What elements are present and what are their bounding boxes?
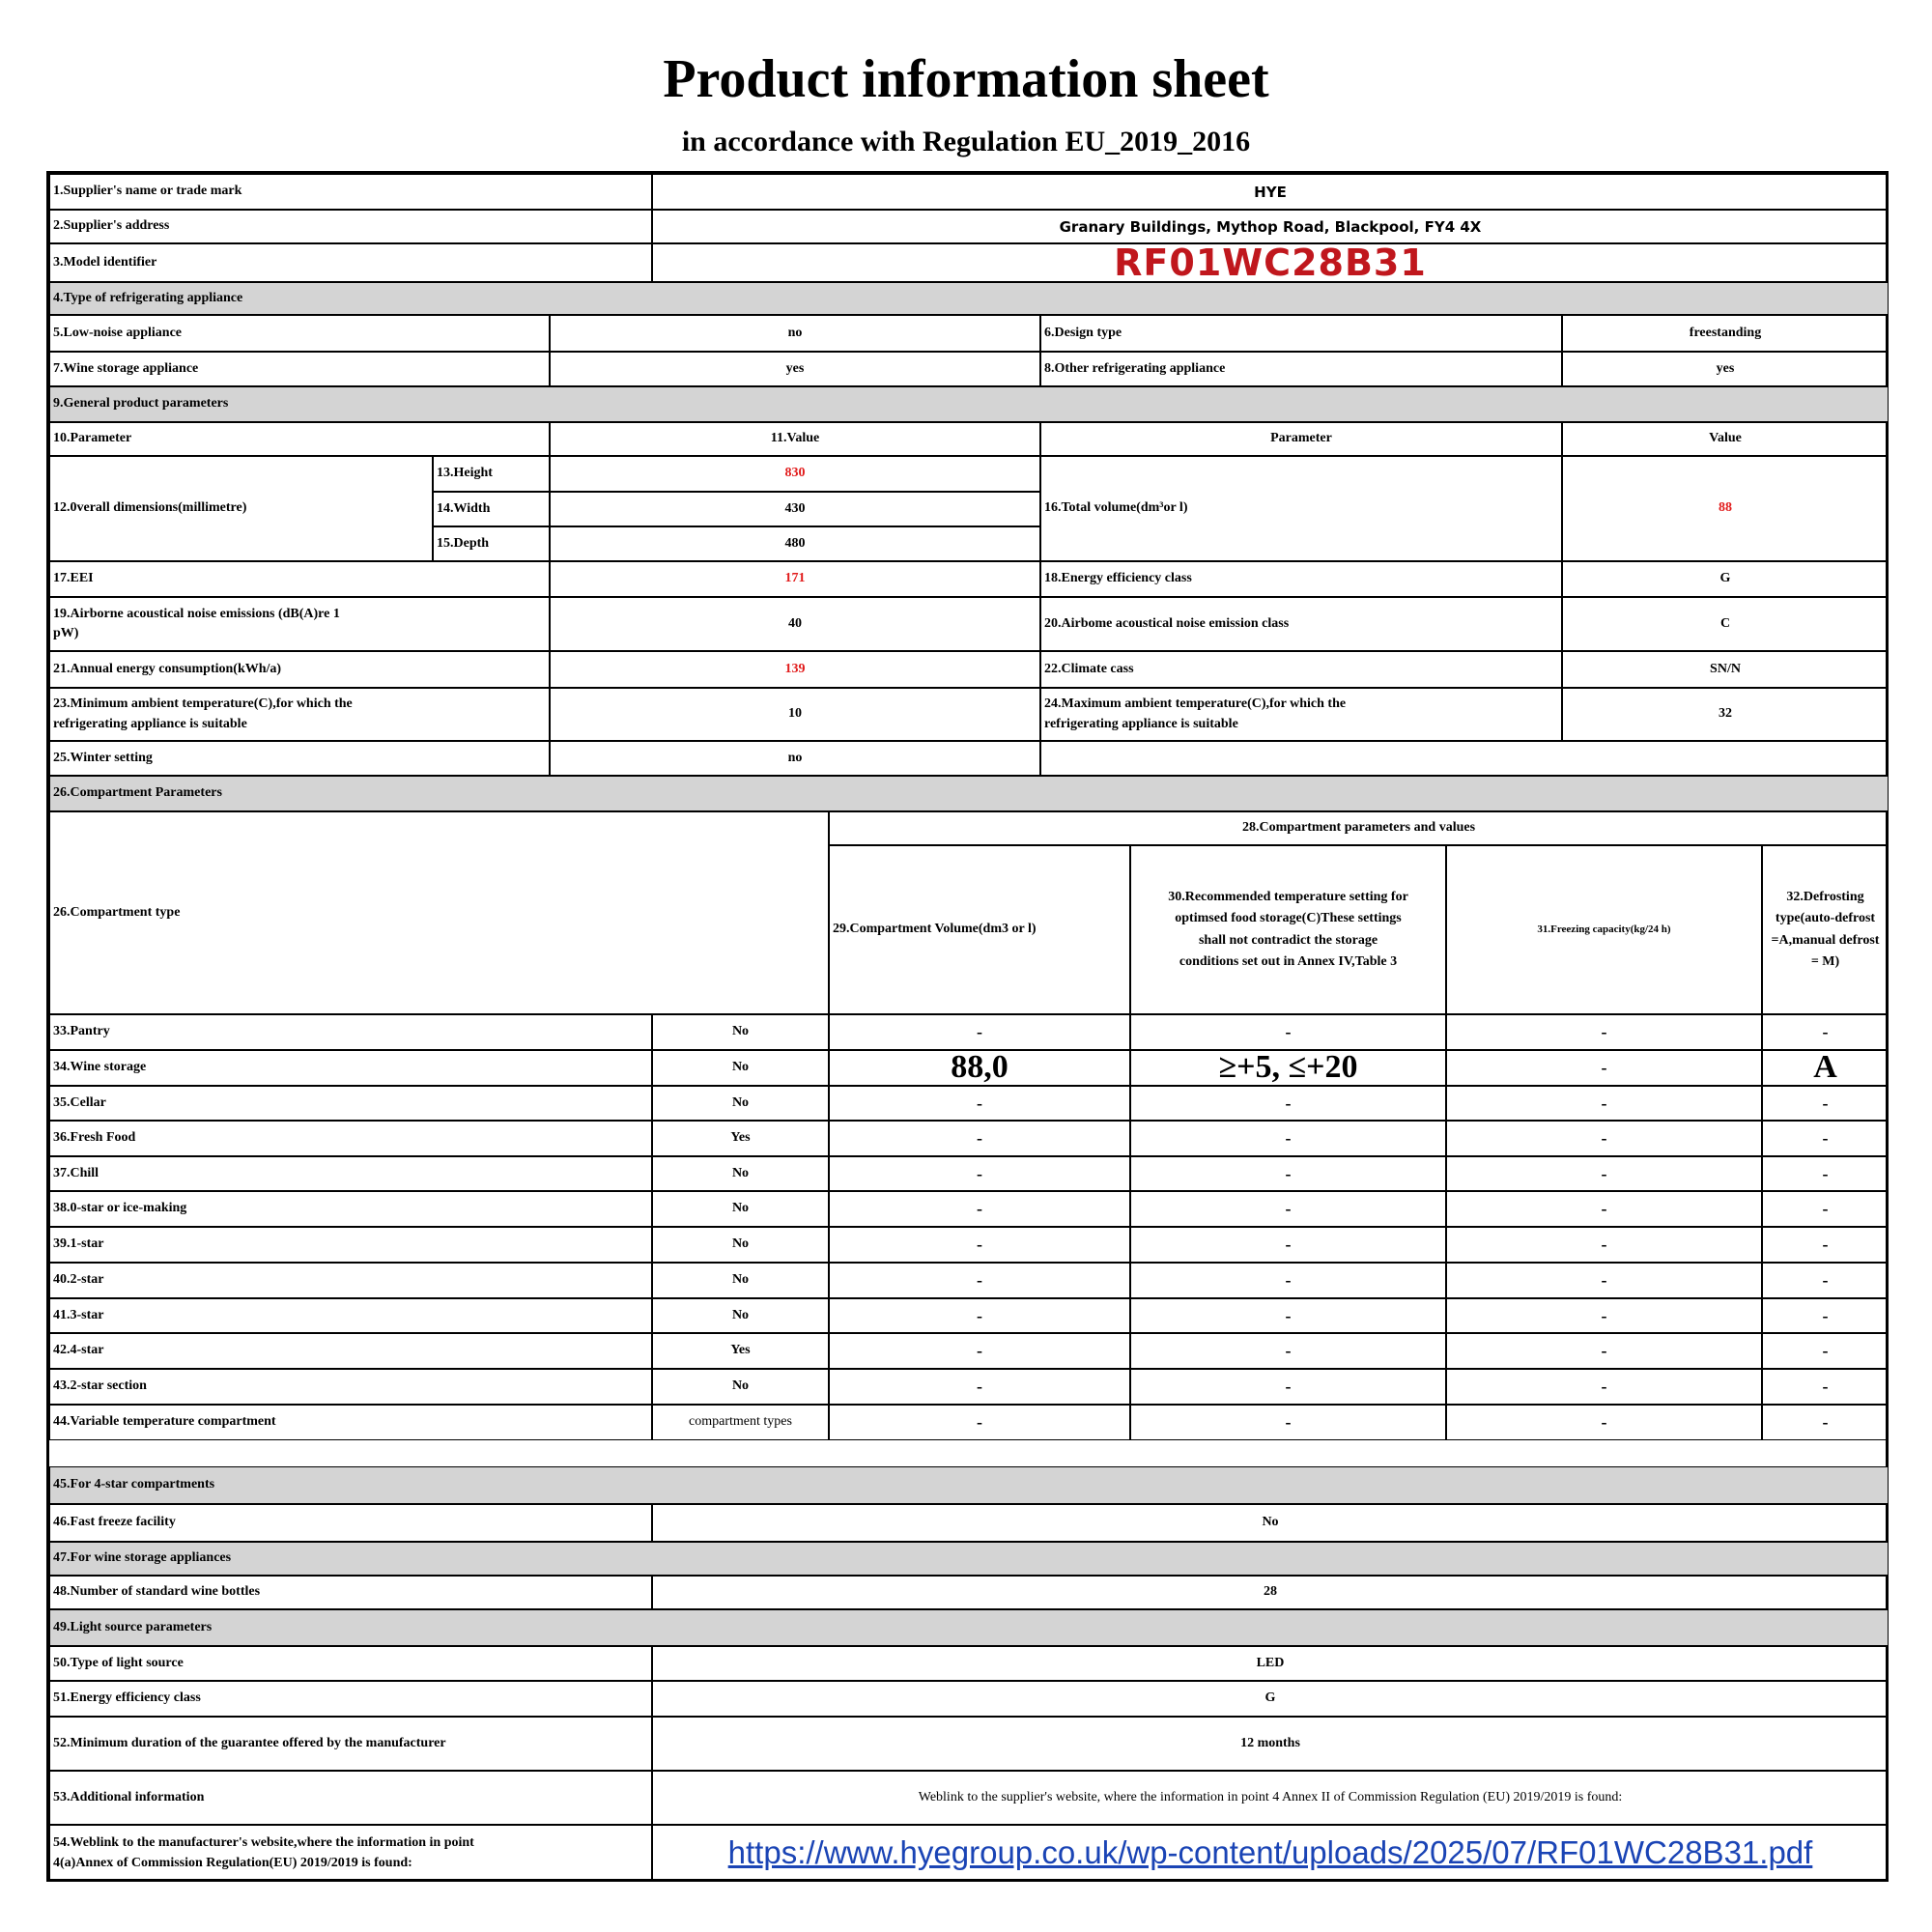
compartment-present: No [652,1014,829,1050]
compartment-name: 38.0-star or ice-making [49,1191,652,1227]
compartment-temp: - [1130,1369,1446,1405]
compartment-temp: - [1130,1298,1446,1333]
eei-value: 171 [550,561,1040,597]
col-temp-text: 30.Recommended temperature setting for optimsed food storage(C)These settings shall not contradict the storage conditions set out in Annex IV,Table 3 [1168,889,1408,969]
col-temp-header [1130,845,1446,1014]
compartment-temp: - [1130,1191,1446,1227]
low-noise-label: 5.Low-noise appliance [49,315,550,352]
additional-info-label: 53.Additional information [49,1771,652,1825]
compartment-present: compartment types [652,1405,829,1440]
wine-storage-value: yes [550,352,1040,386]
compartment-freeze: - [1446,1227,1762,1263]
fast-freeze-label: 46.Fast freeze facility [49,1504,652,1542]
compartment-defrost: - [1762,1014,1889,1050]
winter-setting-label: 25.Winter setting [49,741,550,776]
additional-info-value: Weblink to the supplier's website, where the information in point 4 Annex II of Commission Regulation (EU) 2019/2019 is found: [652,1771,1889,1825]
guarantee-text: 52.Minimum duration of the guarantee offered by the manufacturer [53,1735,446,1750]
compartment-name: 36.Fresh Food [49,1121,652,1156]
compartment-freeze: - [1446,1298,1762,1333]
compartment-volume: - [829,1227,1130,1263]
compartment-name: 40.2-star [49,1263,652,1298]
noise-class-value: C [1562,597,1889,651]
supplier-name-label: 1.Supplier's name or trade mark [49,174,652,210]
compartment-volume: - [829,1086,1130,1121]
compartment-volume: - [829,1263,1130,1298]
compartment-freeze: - [1446,1333,1762,1369]
compartment-temp: - [1130,1014,1446,1050]
wine-storage-label: 7.Wine storage appliance [49,352,550,386]
max-temp-label [1040,688,1562,741]
compartment-temp: - [1130,1333,1446,1369]
supplier-address-label: 2.Supplier's address [49,210,652,243]
compartment-defrost: - [1762,1263,1889,1298]
compartment-volume: - [829,1121,1130,1156]
height-label: 13.Height [433,456,550,492]
compartment-volume: - [829,1191,1130,1227]
compartment-present: No [652,1369,829,1405]
compartment-defrost: - [1762,1191,1889,1227]
overall-dimensions-label: 12.0verall dimensions(millimetre) [49,456,433,561]
compartment-type-header: 26.Compartment type [49,811,829,1014]
section-type-heading: 4.Type of refrigerating appliance [49,282,1889,315]
compartment-defrost: - [1762,1298,1889,1333]
compartment-temp: - [1130,1156,1446,1191]
compartment-defrost: - [1762,1333,1889,1369]
compartment-defrost: - [1762,1369,1889,1405]
compartment-volume: 88,0 [829,1050,1130,1086]
design-type-label: 6.Design type [1040,315,1562,352]
winter-setting-value: no [550,741,1040,776]
guarantee-value: 12 months [652,1717,1889,1771]
noise-emission-text: 19.Airborne acoustical noise emissions (dB(A)re 1 pW) [53,606,340,640]
compartment-temp: - [1130,1405,1446,1440]
noise-class-label: 20.Airbome acoustical noise emission class [1040,597,1562,651]
compartment-freeze: - [1446,1014,1762,1050]
compartment-present: No [652,1086,829,1121]
light-class-value: G [652,1681,1889,1717]
annual-energy-value: 139 [550,651,1040,688]
compartment-defrost: - [1762,1156,1889,1191]
compartment-name: 39.1-star [49,1227,652,1263]
width-label: 14.Width [433,492,550,526]
other-appliance-label: 8.Other refrigerating appliance [1040,352,1562,386]
wine-bottles-value: 28 [652,1576,1889,1609]
light-type-value: LED [652,1646,1889,1681]
col-volume-header: 29.Compartment Volume(dm3 or l) [829,845,1130,1014]
depth-value: 480 [550,526,1040,561]
compartment-freeze: - [1446,1156,1762,1191]
noise-emission-value: 40 [550,597,1040,651]
depth-label: 15.Depth [433,526,550,561]
section-light-heading: 49.Light source parameters [49,1609,1889,1646]
max-temp-text: 24.Maximum ambient temperature(C),for which the refrigerating appliance is suitable [1044,696,1347,731]
min-temp-text: 23.Minimum ambient temperature(C),for which the refrigerating appliance is suitable [53,696,353,731]
compartment-defrost: A [1762,1050,1889,1086]
compartment-volume: - [829,1369,1130,1405]
empty-cell [1040,741,1889,776]
total-volume-value: 88 [1562,456,1889,561]
weblink-cell [652,1825,1889,1882]
compartment-name: 34.Wine storage [49,1050,652,1086]
compartment-temp: - [1130,1227,1446,1263]
compartment-name: 33.Pantry [49,1014,652,1050]
compartment-temp: ≥+5, ≤+20 [1130,1050,1446,1086]
total-volume-label: 16.Total volume(dm³or l) [1040,456,1562,561]
compartment-defrost: - [1762,1227,1889,1263]
compartment-freeze: - [1446,1263,1762,1298]
compartment-name: 35.Cellar [49,1086,652,1121]
compartment-volume: - [829,1333,1130,1369]
compartment-freeze: - [1446,1191,1762,1227]
parameter-header: 10.Parameter [49,422,550,456]
other-appliance-value: yes [1562,352,1889,386]
compartment-temp: - [1130,1121,1446,1156]
compartment-volume: - [829,1014,1130,1050]
light-class-label: 51.Energy efficiency class [49,1681,652,1717]
compartment-freeze: - [1446,1405,1762,1440]
energy-class-value: G [1562,561,1889,597]
supplier-address-value: Granary Buildings, Mythop Road, Blackpool, FY4 4X [652,210,1889,243]
compartment-present: No [652,1298,829,1333]
annual-energy-label: 21.Annual energy consumption(kWh/a) [49,651,550,688]
product-info-table [46,171,1889,1882]
manufacturer-weblink[interactable]: https://www.hyegroup.co.uk/wp-content/uploads/2025/07/RF01WC28B31.pdf [727,1834,1813,1871]
compartment-present: No [652,1191,829,1227]
model-identifier-label: 3.Model identifier [49,243,652,282]
compartment-name: 42.4-star [49,1333,652,1369]
col-freeze-header: 31.Freezing capacity(kg/24 h) [1446,845,1762,1014]
compartment-present: No [652,1227,829,1263]
model-identifier-value: RF01WC28B31 [652,243,1889,282]
light-type-label: 50.Type of light source [49,1646,652,1681]
compartment-present: Yes [652,1333,829,1369]
compartment-defrost: - [1762,1121,1889,1156]
page-subtitle: in accordance with Regulation EU_2019_2016 [681,126,1251,157]
parameter-header-2: Parameter [1040,422,1562,456]
compartment-volume: - [829,1405,1130,1440]
compartment-present: No [652,1050,829,1086]
value-header-2: Value [1562,422,1889,456]
climate-class-value: SN/N [1562,651,1889,688]
eei-label: 17.EEI [49,561,550,597]
compartment-name: 37.Chill [49,1156,652,1191]
supplier-name-value: HYE [652,174,1889,210]
compartment-freeze: - [1446,1086,1762,1121]
low-noise-value: no [550,315,1040,352]
compartment-volume: - [829,1156,1130,1191]
design-type-value: freestanding [1562,315,1889,352]
compartment-name: 43.2-star section [49,1369,652,1405]
width-value: 430 [550,492,1040,526]
compartment-freeze: - [1446,1050,1762,1086]
col-defrost-header: 32.Defrosting type(auto-defrost =A,manual defrost = M) [1762,845,1889,1014]
min-temp-value: 10 [550,688,1040,741]
climate-class-label: 22.Climate cass [1040,651,1562,688]
weblink-label [49,1825,652,1882]
compartment-present: No [652,1263,829,1298]
compartment-values-header: 28.Compartment parameters and values [829,811,1889,845]
section-4star-heading: 45.For 4-star compartments [49,1466,1889,1504]
min-temp-label [49,688,550,741]
section-compartment-heading: 26.Compartment Parameters [49,776,1889,811]
compartment-name: 41.3-star [49,1298,652,1333]
weblink-text: 54.Weblink to the manufacturer's website,where the information in point 4(a)Annex of Commission Regulation(EU) 2019/2019 is found: [53,1835,474,1870]
height-value: 830 [550,456,1040,492]
noise-emission-label [49,597,550,651]
compartment-temp: - [1130,1086,1446,1121]
compartment-defrost: - [1762,1405,1889,1440]
compartment-present: No [652,1156,829,1191]
wine-bottles-label: 48.Number of standard wine bottles [49,1576,652,1609]
max-temp-value: 32 [1562,688,1889,741]
fast-freeze-value: No [652,1504,1889,1542]
compartment-freeze: - [1446,1369,1762,1405]
compartment-freeze: - [1446,1121,1762,1156]
section-wine-heading: 47.For wine storage appliances [49,1542,1889,1576]
guarantee-label [49,1717,652,1771]
compartment-present: Yes [652,1121,829,1156]
section-general-heading: 9.General product parameters [49,386,1889,422]
value-header: 11.Value [550,422,1040,456]
energy-class-label: 18.Energy efficiency class [1040,561,1562,597]
compartment-defrost: - [1762,1086,1889,1121]
page-title: Product information sheet [663,49,1269,109]
compartment-name: 44.Variable temperature compartment [49,1405,652,1440]
compartment-temp: - [1130,1263,1446,1298]
compartment-volume: - [829,1298,1130,1333]
